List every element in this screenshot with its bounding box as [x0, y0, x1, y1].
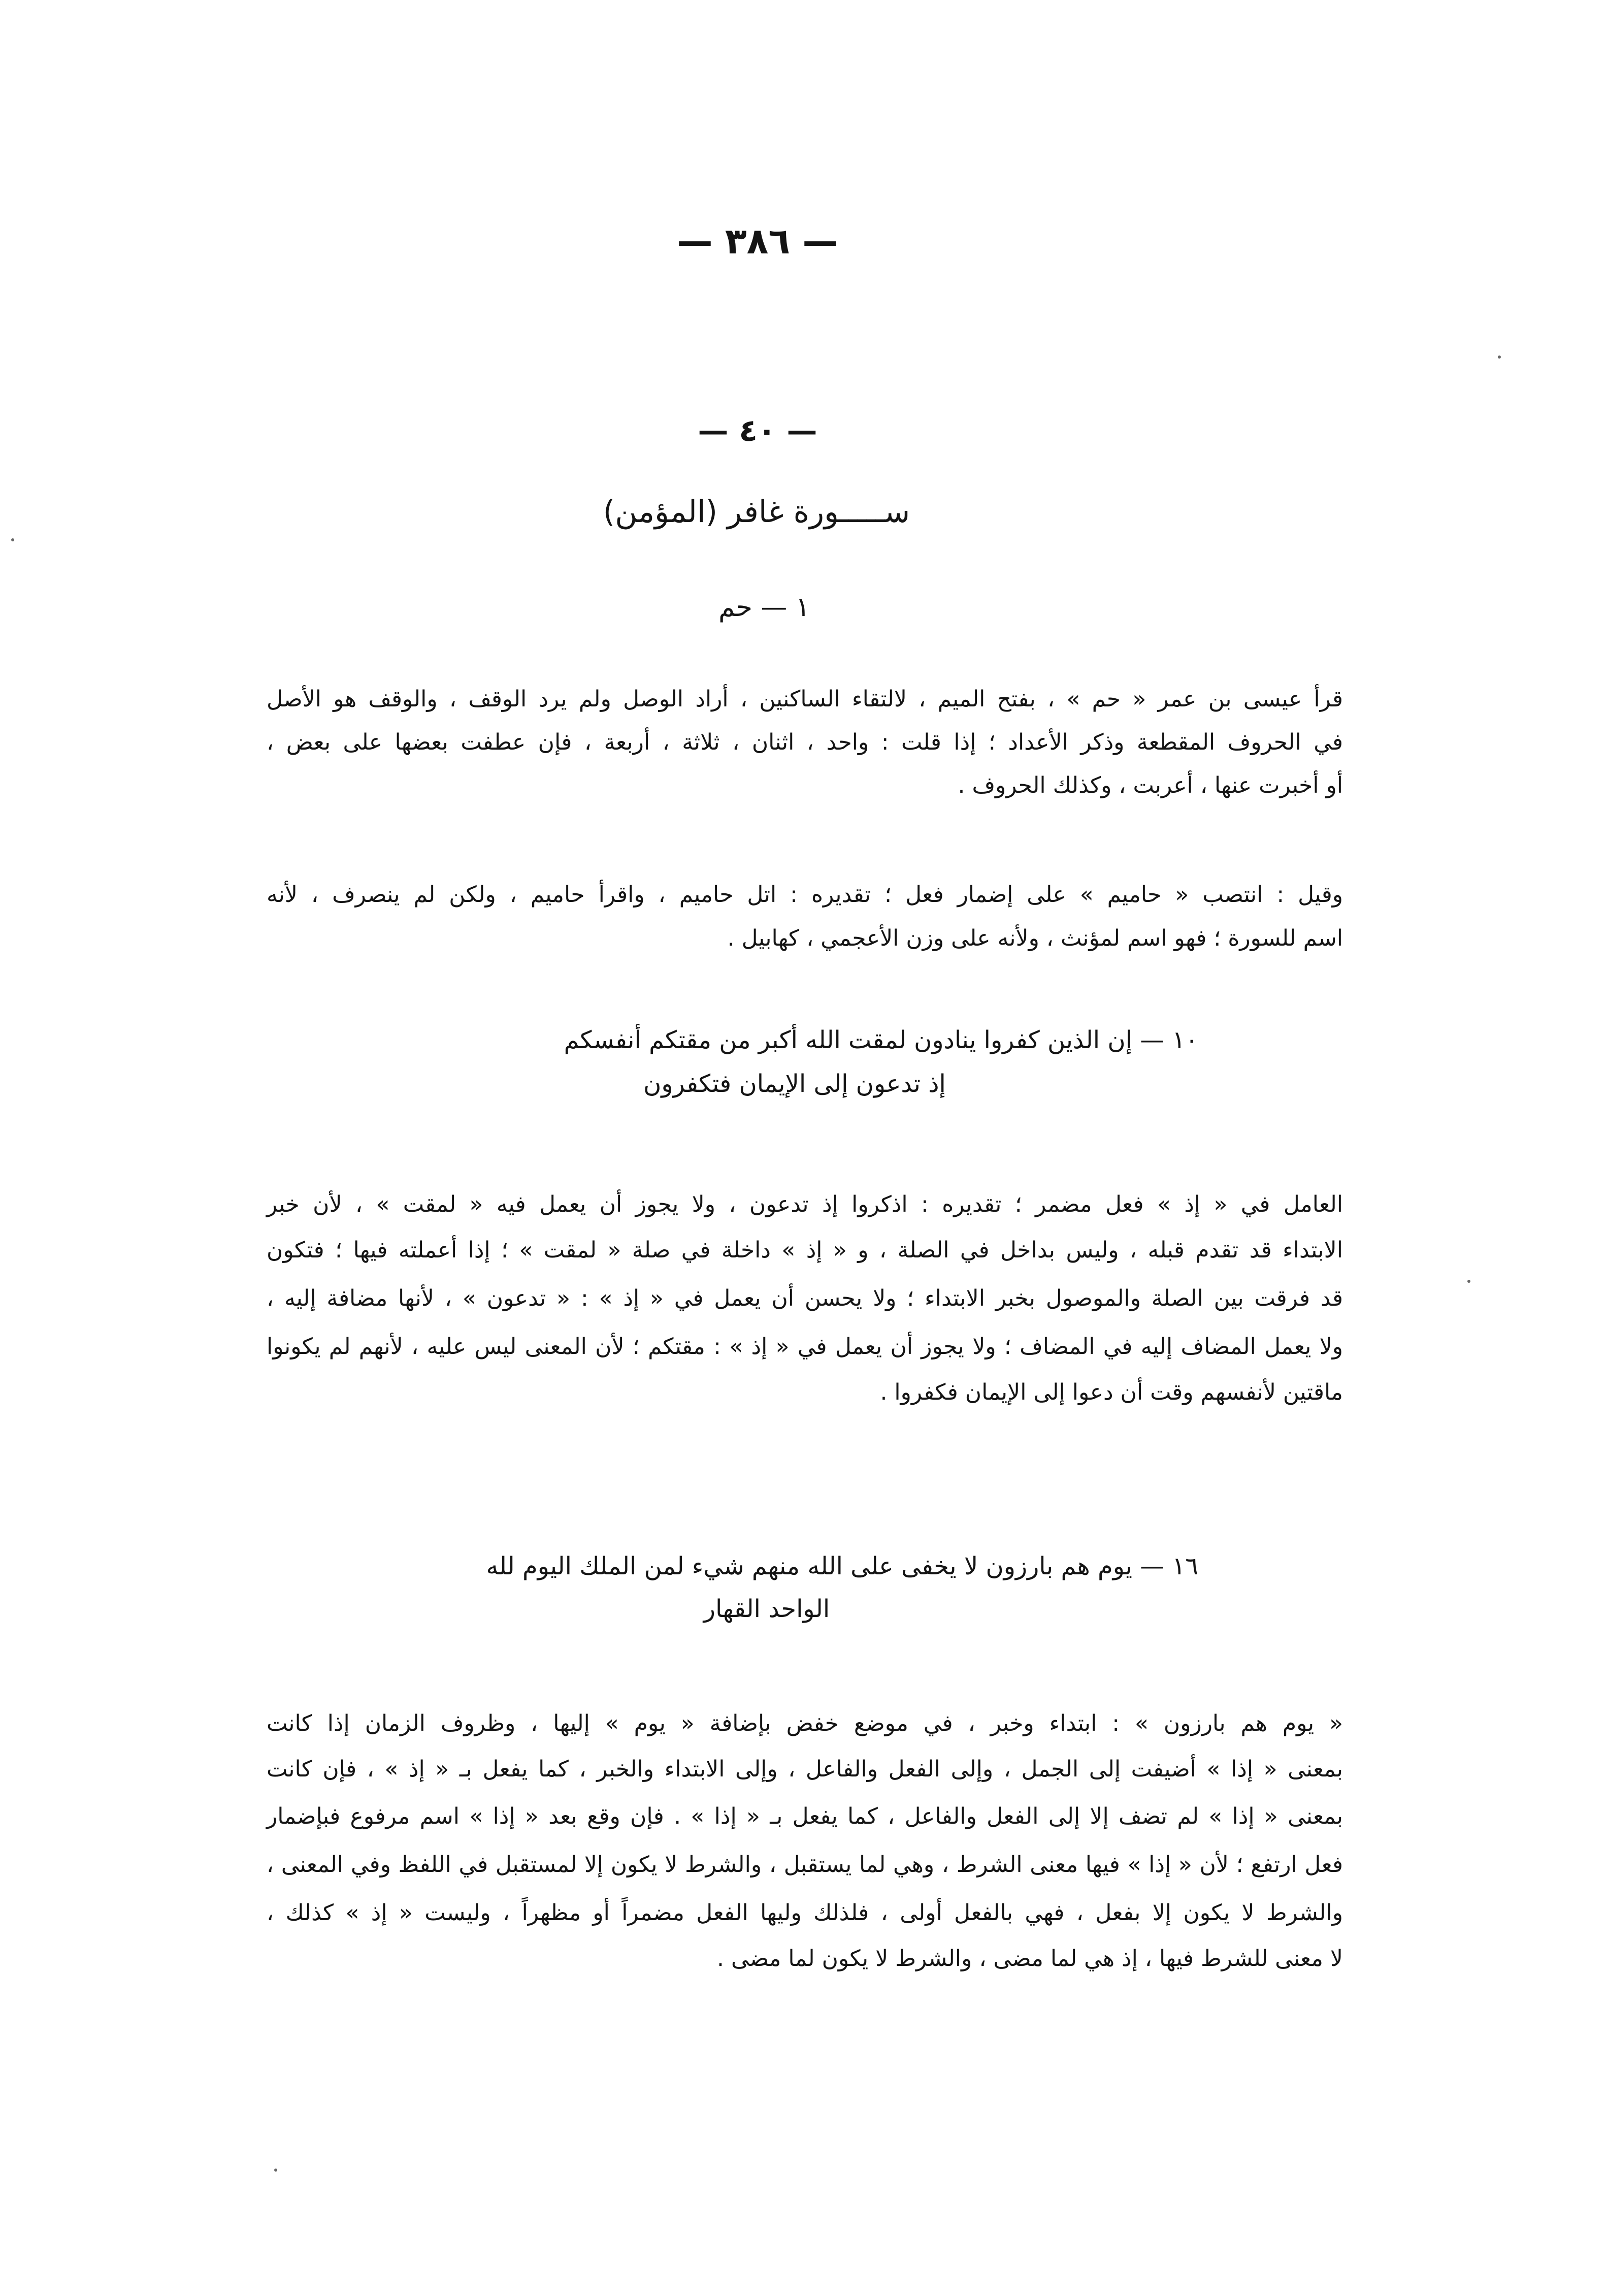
verse-16-commentary-line-4: فعل ارتفع ؛ لأن « إذا » فيها معنى الشرط ، وهي لما يستقبل ، والشرط لا يكون إلا لمستقبل في اللفظ وفي المعنى ،	[267, 1852, 1343, 1878]
scan-speck	[274, 2169, 277, 2172]
verse-10-commentary-line-5: ماقتين لأنفسهم وقت أن دعوا إلى الإيمان فكفروا .	[880, 1379, 1343, 1405]
scan-speck	[1467, 1280, 1470, 1283]
verse-1-heading: ١ — حم	[718, 592, 810, 623]
verse-10-quote-line-2: إذ تدعون إلى الإيمان فتكفرون	[643, 1070, 946, 1098]
scan-speck	[11, 538, 14, 541]
verse-1-paragraph-2-line-1: وقيل : انتصب « حاميم » على إضمار فعل ؛ تقديره : اتل حاميم ، واقرأ حاميم ، ولكن لم ينصرف ، لأنه	[267, 882, 1343, 908]
verse-16-commentary-line-2: بمعنى « إذا » أضيفت إلى الجمل ، وإلى الفعل والفاعل ، وإلى الابتداء والخبر ، كما يفعل بـ « إذ » ، فإن كانت	[267, 1756, 1343, 1782]
verse-1-paragraph-2-line-2: اسم للسورة ؛ فهو اسم لمؤنث ، ولأنه على وزن الأعجمي ، كهابيل .	[727, 925, 1343, 951]
verse-1-paragraph-1-line-1: قرأ عيسى بن عمر « حم » ، بفتح الميم ، لالتقاء الساكنين ، أراد الوصل ولم يرد الوقف ، والوقف هو الأصل	[267, 686, 1343, 712]
verse-16-commentary-line-5: والشرط لا يكون إلا بفعل ، فهي بالفعل أولى ، فلذلك وليها الفعل مضمراً أو مظهراً ، وليست « إذ » كذلك ،	[267, 1900, 1343, 1926]
verse-16-quote-line-2: الواحد القهار	[703, 1595, 830, 1623]
verse-10-commentary-line-4: ولا يعمل المضاف إليه في المضاف ؛ ولا يجوز أن يعمل في « إذ » : مقتكم ؛ لأن المعنى ليس عليه ، لأنهم لم يكونوا	[267, 1334, 1343, 1360]
verse-16-commentary-line-1: « يوم هم بارزون » : ابتداء وخبر ، في موضع خفض بإضافة « يوم » إليها ، وظروف الزمان إذا كانت	[267, 1710, 1343, 1736]
verse-10-commentary-line-1: العامل في « إذ » فعل مضمر ؛ تقديره : اذكروا إذ تدعون ، ولا يجوز أن يعمل فيه « لمقت » ، لأن خبر	[267, 1191, 1343, 1217]
verse-10-quote-line-1: ١٠ — إن الذين كفروا ينادون لمقت الله أكبر من مقتكم أنفسكم	[564, 1026, 1198, 1054]
surah-title: ســـــورة غافر (المؤمن)	[603, 494, 910, 530]
verse-16-quote-line-1: ١٦ — يوم هم بارزون لا يخفى على الله منهم شيء لمن الملك اليوم لله	[486, 1552, 1198, 1580]
verse-1-paragraph-1-line-3: أو أخبرت عنها ، أعربت ، وكذلك الحروف .	[958, 772, 1343, 798]
page-number: — ٣٨٦ —	[677, 220, 838, 262]
scan-speck	[1498, 355, 1501, 359]
verse-16-commentary-line-3: بمعنى « إذا » لم تضف إلا إلى الفعل والفاعل ، كما يفعل بـ « إذا » . فإن وقع بعد « إذا » اسم مرفوع فبإضمار	[267, 1803, 1343, 1829]
verse-16-commentary-line-6: لا معنى للشرط فيها ، إذ هي لما مضى ، والشرط لا يكون لما مضى .	[717, 1946, 1343, 1971]
verse-1-paragraph-1-line-2: في الحروف المقطعة وذكر الأعداد ؛ إذا قلت : واحد ، اثنان ، ثلاثة ، أربعة ، فإن عطفت بعضها على بعض ،	[267, 729, 1343, 755]
verse-10-commentary-line-3: قد فرقت بين الصلة والموصول بخبر الابتداء ؛ ولا يحسن أن يعمل في « إذ » : « تدعون » ، لأنها مضافة إليه ،	[267, 1285, 1343, 1311]
surah-number: — ٤٠ —	[698, 413, 817, 448]
verse-10-commentary-line-2: الابتداء قد تقدم قبله ، وليس بداخل في الصلة ، و « إذ » داخلة في صلة « لمقت » ؛ إذا أعملته فيها ؛ فتكون	[267, 1237, 1343, 1263]
